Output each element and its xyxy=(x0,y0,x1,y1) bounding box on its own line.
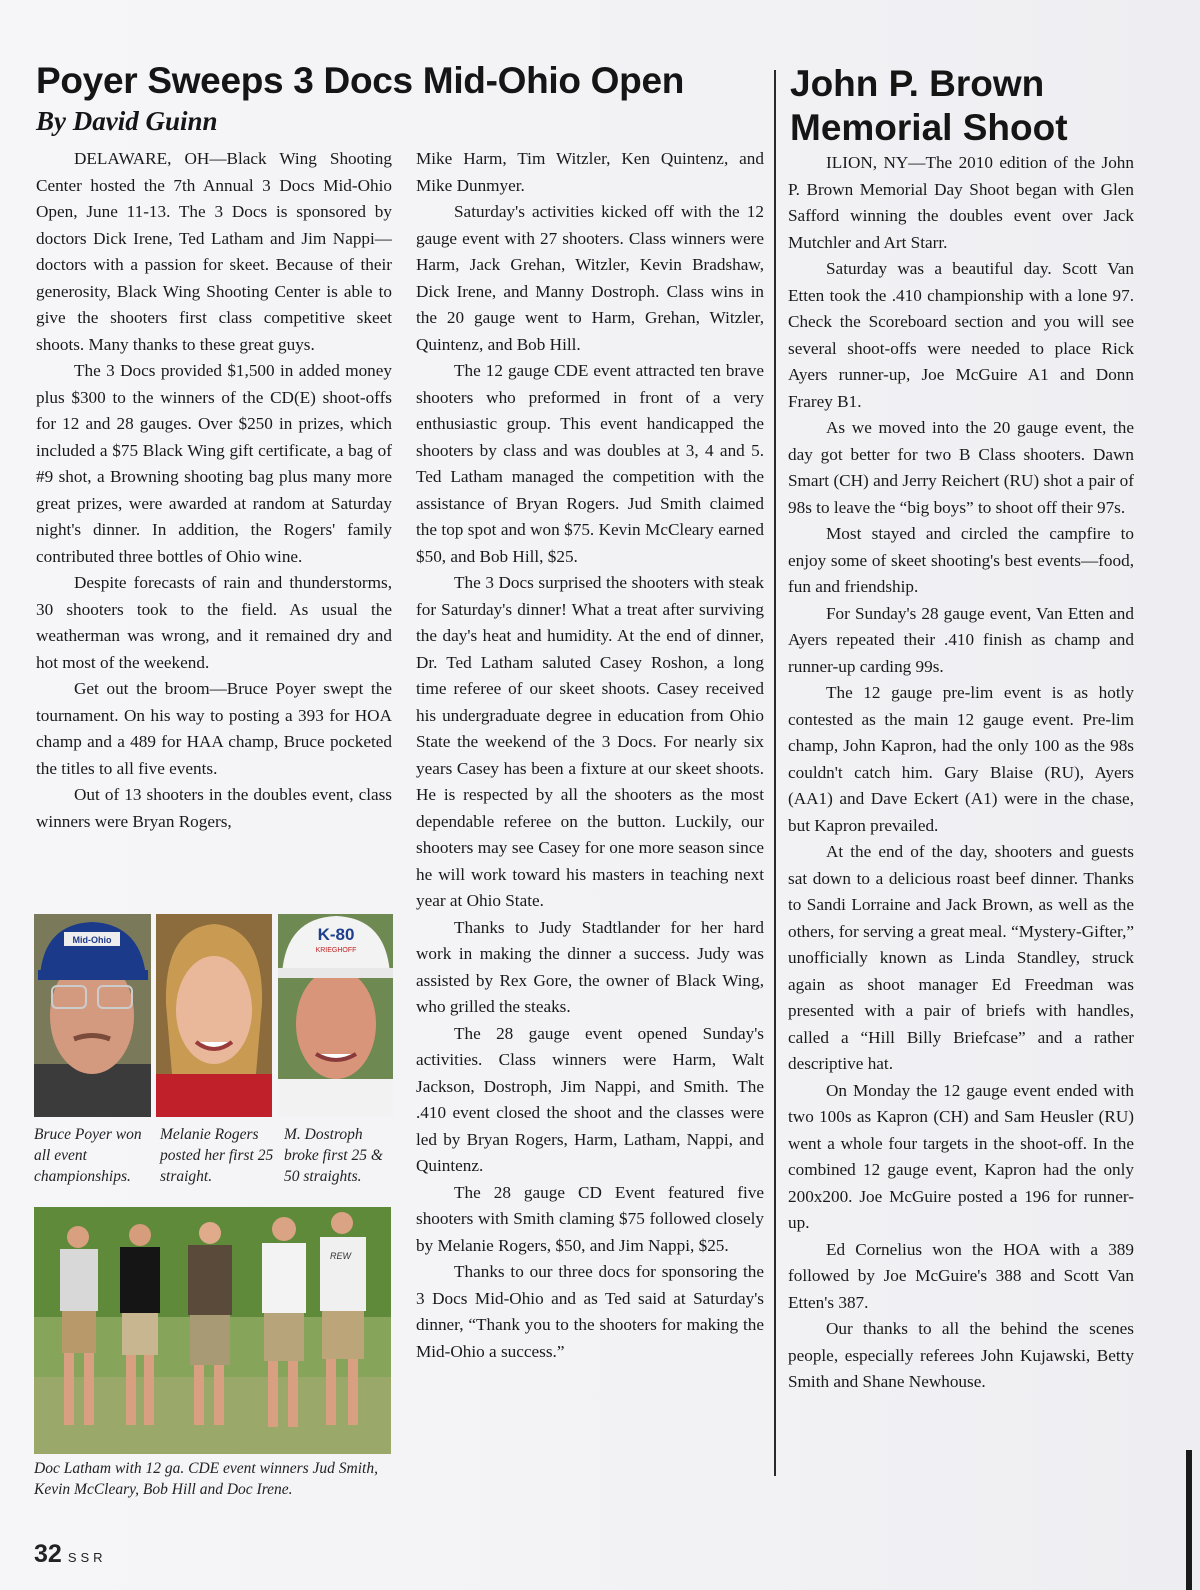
paragraph: The 12 gauge CDE event attracted ten brave shooters who preformed in front of a very enthusiastic group. This event handicapped the shooters by class and was doubles at 3, 4 and 5. Ted Latham managed the competition with the assistance of Bryan Rogers. Jud Smith claimed the top spot and won $75. Kevin McCleary earned $50, and Bob Hill, $25. xyxy=(416,361,764,566)
paragraph: At the end of the day, shooters and guests sat down to a delicious roast beef dinner. Thanks to Sandi Lorraine and Jack Brown, as well as the others, for serving a great meal. “Mystery-Gifter,” unofficially known as Linda Standley, struck again as shoot manager Ed Freedman was presented with a pair of briefs with handles, called a “Hill Billy Briefcase” and a rather descriptive hat. xyxy=(788,842,1134,1073)
paragraph: Our thanks to all the behind the scenes people, especially referees John Kujawski, Betty Smith and Shane Newhouse. xyxy=(788,1319,1134,1391)
photo-m-dostroph xyxy=(278,914,393,1117)
page-number: 32 xyxy=(34,1540,62,1568)
page-edge-mark xyxy=(1186,1450,1192,1590)
magazine-name: SSR xyxy=(67,1550,107,1565)
shirt-text: REW xyxy=(330,1251,351,1261)
paragraph: Out of 13 shooters in the doubles event, class winners were Bryan Rogers, xyxy=(36,785,392,831)
paragraph: The 12 gauge pre-lim event is as hotly contested as the main 12 gauge event. Pre-lim champ, John Kapron, had the only 100 as the 98s couldn't catch him. Gary Blaise (RU), Ayers (AA1) and Dave Eckert (A1) were in the chase, but Kapron prevailed. xyxy=(788,683,1134,835)
page-folio xyxy=(34,1540,107,1569)
paragraph: Thanks to our three docs for sponsoring the 3 Docs Mid-Ohio and as Ted said at Saturday's dinner, “Thank you to the shooters for making the Mid-Ohio a success.” xyxy=(416,1262,764,1361)
paragraph: Saturday was a beautiful day. Scott Van Etten took the .410 championship with a lone 97. Check the Scoreboard section and you will see several shoot-offs were needed to place Rick Ayers runner-up, Joe McGuire A1 and Donn Frarey B1. xyxy=(788,259,1134,411)
byline: By David Guinn xyxy=(36,106,218,136)
sidebar-article-column xyxy=(788,150,1134,1396)
article-column-1 xyxy=(36,146,392,835)
cap-logo-text: K-80 xyxy=(317,925,355,944)
paragraph: The 28 gauge event opened Sunday's activities. Class winners were Harm, Walt Jackson, Dostroph, Jim Nappi, and Smith. The .410 event closed the shoot and the classes were led by Bryan Rogers, Harm, Latham, Nappi, and Quintenz. xyxy=(416,1023,764,1175)
cap-logo-text: Mid-Ohio xyxy=(72,935,112,945)
photo-melanie-rogers xyxy=(156,914,272,1117)
article-column-2 xyxy=(416,146,764,1365)
paragraph: Mike Harm, Tim Witzler, Ken Quintenz, and Mike Dunmyer. xyxy=(416,149,764,195)
paragraph: Saturday's activities kicked off with the 12 gauge event with 27 shooters. Class winners were Harm, Jack Grehan, Witzler, Kevin Bradshaw, Dick Irene, and Manny Dostroph. Class wins in the 20 gauge went to Harm, Grehan, Witzler, Quintenz, and Bob Hill. xyxy=(416,202,764,354)
paragraph: For Sunday's 28 gauge event, Van Etten and Ayers repeated their .410 finish as champ and runner-up carding 99s. xyxy=(788,603,1134,676)
cap-logo-subtext: KRIEGHOFF xyxy=(315,947,357,954)
paragraph: As we moved into the 20 gauge event, the day got better for two B Class shooters. Dawn Smart (CH) and Jerry Reichert (RU) shot a pair of 98s to leave the “big boys” to shoot off their 97s. xyxy=(788,418,1134,517)
paragraph: Thanks to Judy Stadtlander for her hard work in making the dinner a success. Judy was assisted by Rex Gore, the owner of Black Wing, who grilled the steaks. xyxy=(416,917,764,1016)
column-divider xyxy=(774,70,776,1476)
paragraph: Most stayed and circled the campfire to enjoy some of skeet shooting's best events—food, fun and friendship. xyxy=(788,524,1134,596)
photo-group-cde-winners xyxy=(34,1207,391,1454)
photo-caption-group: Doc Latham with 12 ga. CDE event winners Jud Smith, Kevin McCleary, Bob Hill and Doc Irene. xyxy=(34,1460,378,1498)
paragraph: Despite forecasts of rain and thunderstorms, 30 shooters took to the field. As usual the weatherman was wrong, and it remained dry and hot most of the weekend. xyxy=(36,573,392,672)
paragraph: On Monday the 12 gauge event ended with two 100s as Kapron (CH) and Sam Heusler (RU) went a whole four targets in the shoot-off. In the combined 12 gauge event, Kapron had the only 200x200. Joe McGuire posted a 196 for runner-up. xyxy=(788,1080,1134,1232)
paragraph: Ed Cornelius won the HOA with a 389 followed by Joe McGuire's 388 and Scott Van Etten's 387. xyxy=(788,1239,1134,1312)
photo-bruce-poyer xyxy=(34,914,151,1117)
sidebar-article-title: John P. Brown Memorial Shoot xyxy=(790,63,1068,148)
paragraph: Get out the broom—Bruce Poyer swept the tournament. On his way to posting a 393 for HOA champ and a 489 for HAA champ, Bruce pocketed the titles to all five events. xyxy=(36,679,392,778)
photo-caption-rogers: Melanie Rogers posted her first 25 straight. xyxy=(160,1126,274,1185)
paragraph: ILION, NY—The 2010 edition of the John P. Brown Memorial Day Shoot began with Glen Safford winning the doubles event over Jack Mutchler and Art Starr. xyxy=(788,153,1134,252)
photo-caption-dostroph: M. Dostroph broke first 25 & 50 straights. xyxy=(284,1126,383,1185)
paragraph: The 28 gauge CD Event featured five shooters with Smith claming $75 followed closely by Melanie Rogers, $50, and Jim Nappi, $25. xyxy=(416,1182,764,1255)
photo-caption-poyer: Bruce Poyer won all event championships. xyxy=(34,1126,142,1185)
paragraph: The 3 Docs provided $1,500 in added money plus $300 to the winners of the CD(E) shoot-offs for 12 and 28 gauges. Over $250 in prizes, which included a $75 Black Wing gift certificate, a bag of #9 shot, a Browning shooting bag plus many more great prizes, were awarded at random at Saturday night's dinner. In addition, the Rogers' family contributed three bottles of Ohio wine. xyxy=(36,361,392,566)
paragraph: The 3 Docs surprised the shooters with steak for Saturday's dinner! What a treat after surviving the day's heat and humidity. At the end of dinner, Dr. Ted Latham saluted Casey Roshon, a long time referee of our skeet shoots. Casey received his undergraduate degree in education from Ohio State the weekend of the 3 Docs. For nearly six years Casey has been a fixture at our skeet shoots. He is respected by all the shooters as the most dependable referee on the button. Luckily, our shooters may see Casey for one more season since he will work toward his masters in teaching next year at Ohio State. xyxy=(416,573,764,910)
article-title: Poyer Sweeps 3 Docs Mid-Ohio Open xyxy=(36,60,685,101)
paragraph: DELAWARE, OH—Black Wing Shooting Center hosted the 7th Annual 3 Docs Mid-Ohio Open, June 11-13. The 3 Docs is sponsored by doctors Dick Irene, Ted Latham and Jim Nappi—doctors with a passion for skeet. Because of their generosity, Black Wing Shooting Center is able to give the shooters first class competitive skeet shoots. Many thanks to these great guys. xyxy=(36,149,392,354)
